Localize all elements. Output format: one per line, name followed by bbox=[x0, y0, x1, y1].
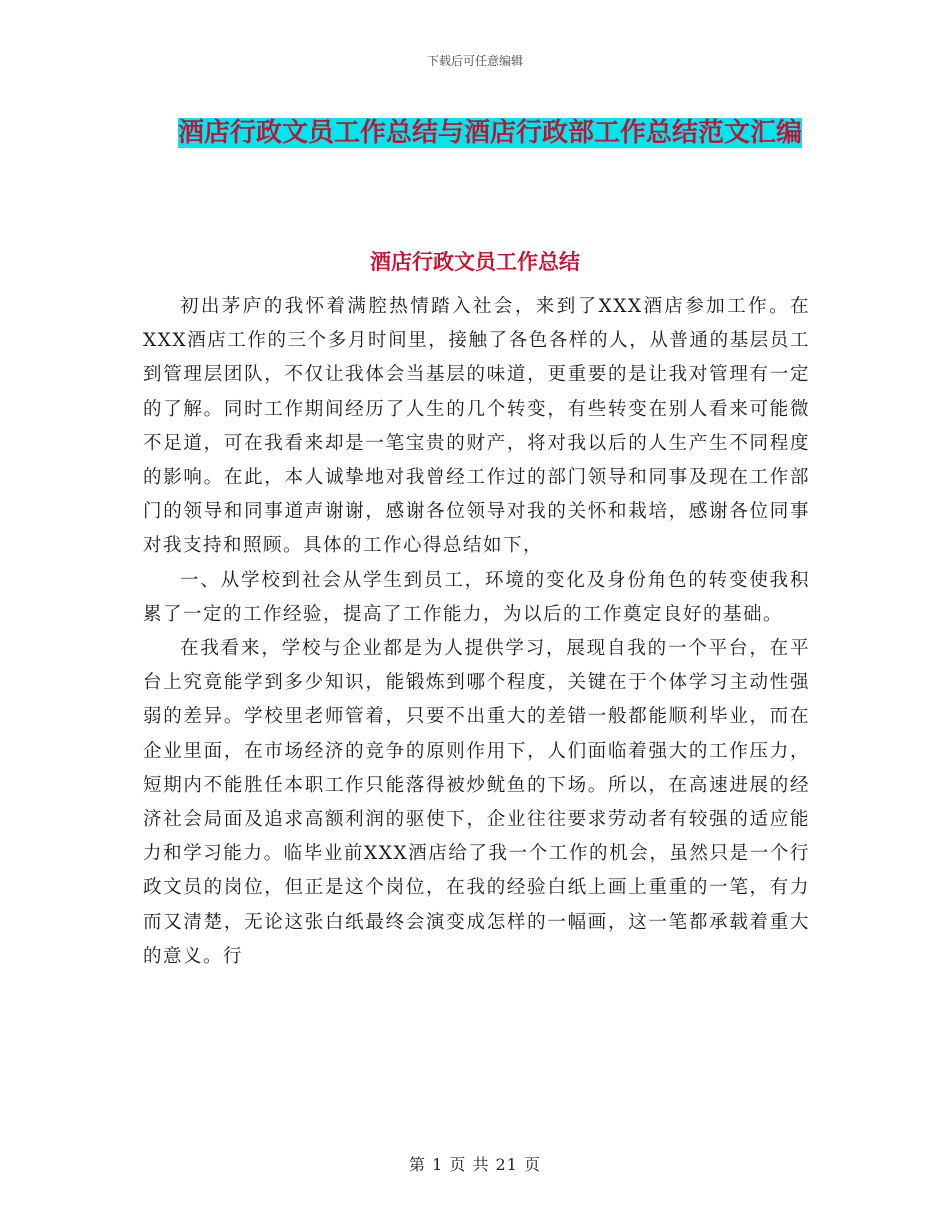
page-footer: 第 1 页 共 21 页 bbox=[409, 1155, 541, 1174]
document-title-text: 酒店行政文员工作总结与酒店行政部工作总结范文汇编 bbox=[177, 118, 802, 148]
header-note: 下载后可任意编辑 bbox=[426, 54, 523, 68]
document-body bbox=[143, 290, 810, 974]
paragraph: 初出茅庐的我怀着满腔热情踏入社会，来到了XXX酒店参加工作。在XXX酒店工作的三个多月时间里，接触了各色各样的人，从普通的基层员工到管理层团队，不仅让我体会当基层的味道，更重要的是让我对管理有一定的了解。同时工作期间经历了人生的几个转变，有些转变在别人看来可能微不足道，可在我看来却是一笔宝贵的财产，将对我以后的人生产生不同程度的影响。在此，本人诚挚地对我曾经工作过的部门领导和同事及现在工作部门的领导和同事道声谢谢，感谢各位领导对我的关怀和栽培，感谢各位同事对我支持和照顾。具体的工作心得总结如下， bbox=[143, 296, 810, 557]
paragraph: 一、从学校到社会从学生到员工，环境的变化及身份角色的转变使我积累了一定的工作经验，提高了工作能力，为以后的工作奠定良好的基础。 bbox=[143, 569, 810, 625]
document-title bbox=[150, 112, 830, 155]
paragraph: 在我看来，学校与企业都是为人提供学习，展现自我的一个平台，在平台上究竟能学到多少知识，能锻炼到哪个程度，关键在于个体学习主动性强弱的差异。学校里老师管着，只要不出重大的差错一般都能顺利毕业，而在企业里面，在市场经济的竞争的原则作用下，人们面临着强大的工作压力，短期内不能胜任本职工作只能落得被炒鱿鱼的下场。所以，在高速进展的经济社会局面及追求高额利润的驱使下，企业往往要求劳动者有较强的适应能力和学习能力。临毕业前XXX酒店给了我一个工作的机会，虽然只是一个行政文员的岗位，但正是这个岗位，在我的经验白纸上画上重重的一笔，有力而又清楚，无论这张白纸最终会演变成怎样的一幅画，这一笔都承载着重大的意义。行 bbox=[143, 638, 810, 967]
section-title: 酒店行政文员工作总结 bbox=[370, 249, 580, 274]
